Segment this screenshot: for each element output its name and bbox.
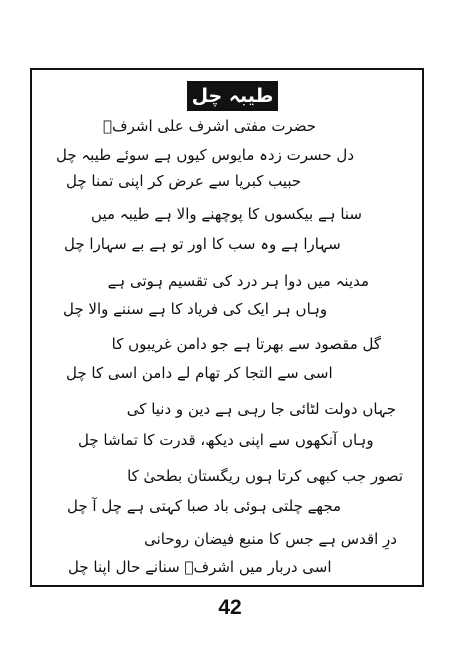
verse-line-8: اسی سے التجا کر تھام لے دامن اسی کا چل (66, 364, 333, 382)
verse-line-14: اسی دربار میں اشرفؔ سنانے حال اپنا چل (68, 558, 332, 576)
verse-line-5: مدینہ میں دوا ہر درد کی تقسیم ہوتی ہے (107, 272, 369, 290)
verse-line-13: درِ اقدس ہے جس کا منبع فیضان روحانی (144, 530, 397, 548)
verse-line-12: مجھے چلتی ہوئی باد صبا کہتی ہے چل آ چل (67, 497, 342, 515)
verse-line-7: گل مقصود سے بھرتا ہے جو دامن غریبوں کا (111, 335, 381, 353)
verse-line-4: سہارا ہے وہ سب کا اور تو ہے بے سہارا چل (64, 235, 341, 253)
page-number: 42 (218, 596, 242, 619)
verse-line-11: تصور جب کبھی کرتا ہوں ریگستان بطحیٰ کا (127, 467, 403, 485)
verse-line-9: جہاں دولت لٹائی جا رہی ہے دین و دنیا کی (126, 400, 396, 418)
verse-line-6: وہاں ہر ایک کی فریاد کا ہے سننے والا چل (63, 300, 328, 318)
verse-line-1: دل حسرت زدہ مایوس کیوں ہے سوئے طیبہ چل (55, 146, 354, 164)
verse-line-2: حبیب کبریا سے عرض کر اپنی تمنا چل (66, 172, 302, 190)
poet-name: حضرت مفتی اشرف علی اشرفؔ (103, 117, 316, 135)
poem-title: طیبہ چل (187, 81, 278, 111)
verse-line-3: سنا ہے بیکسوں کا پوچھنے والا ہے طیبہ میں (91, 205, 362, 223)
verse-line-10: وہاں آنکھوں سے اپنی دیکھ، قدرت کا تماشا چل (78, 431, 374, 449)
